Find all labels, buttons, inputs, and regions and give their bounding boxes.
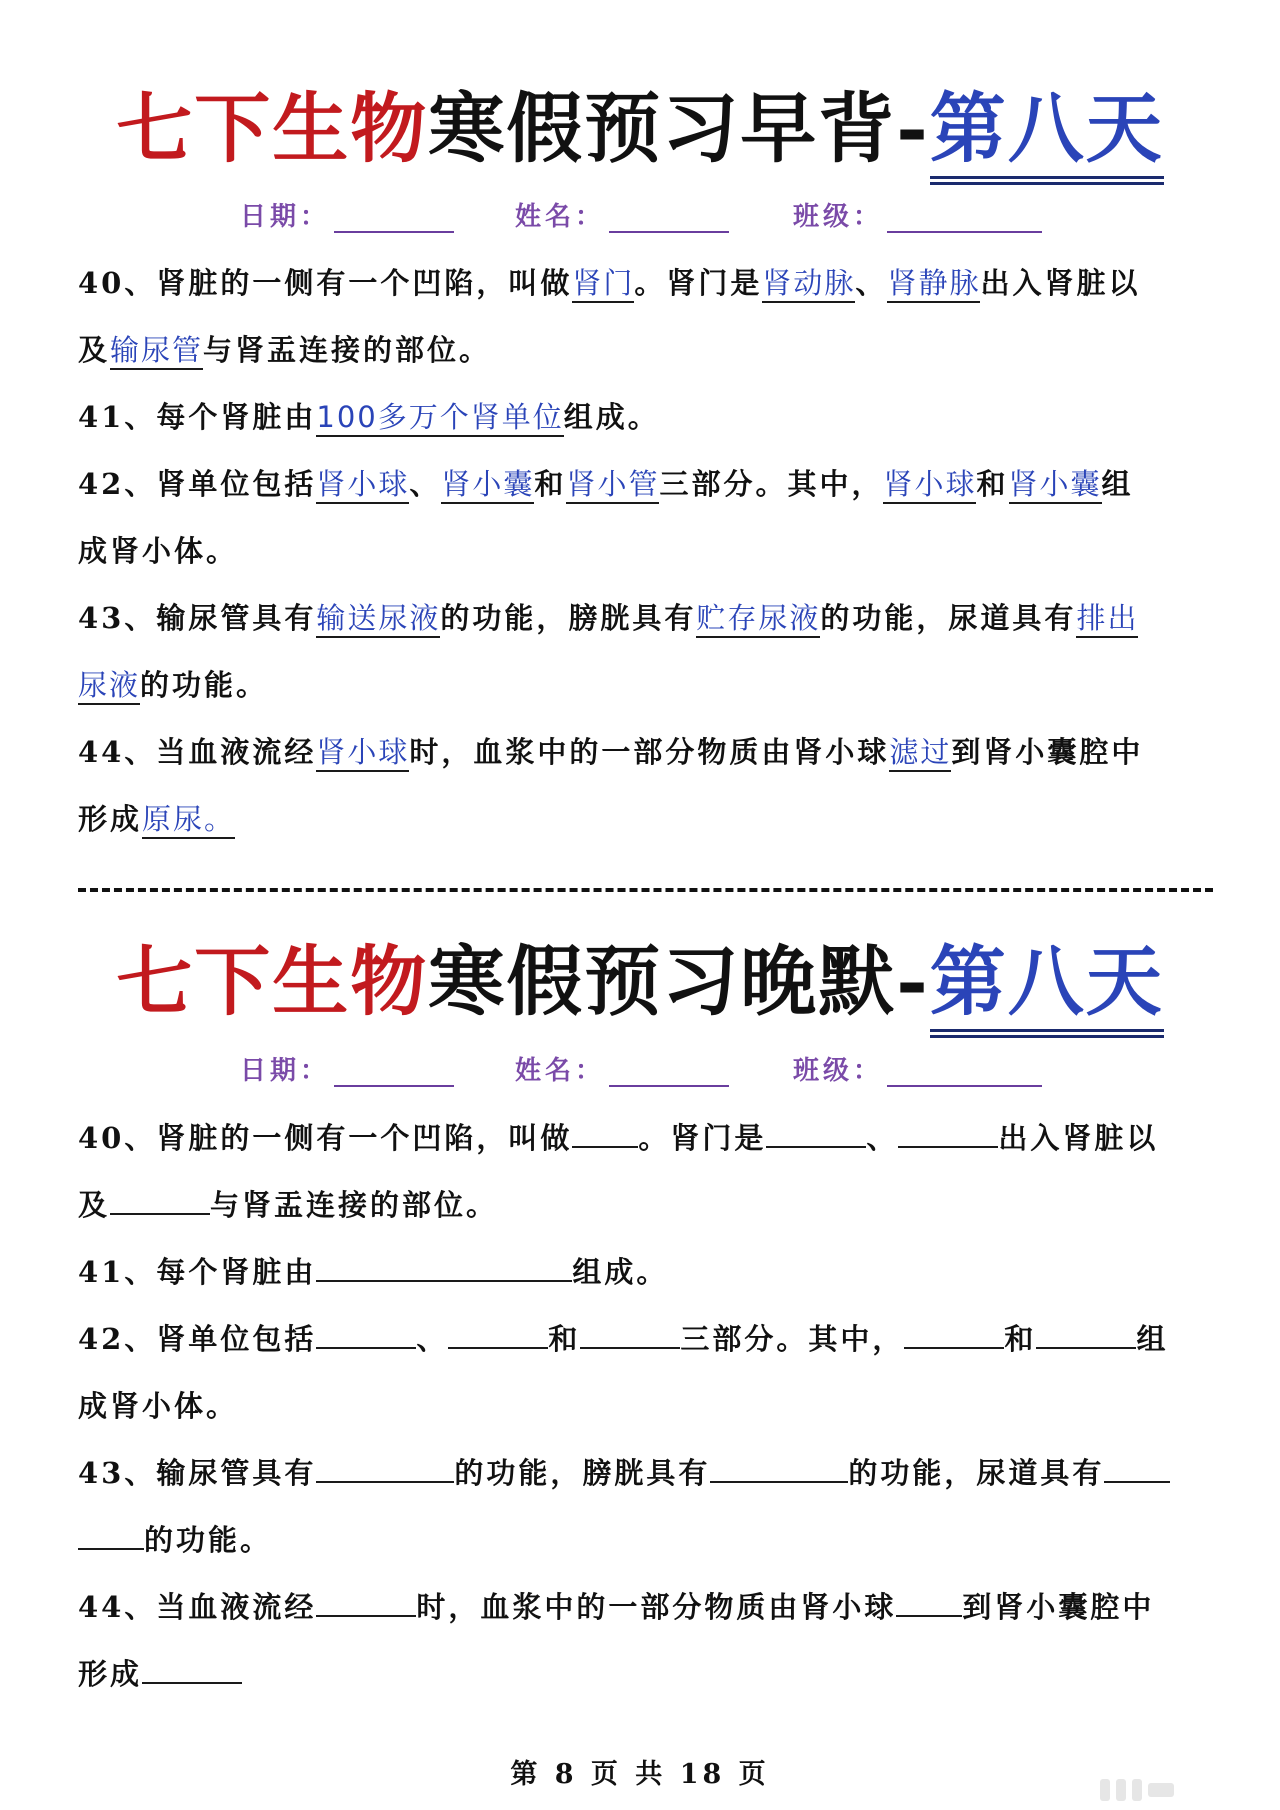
question-text: 时，血浆中的一部分物质由肾小球 — [409, 735, 890, 769]
question-44-line-2 — [78, 1641, 1218, 1708]
question-text: 到肾小囊腔中 — [962, 1590, 1155, 1624]
answer-blank[interactable] — [766, 1118, 866, 1148]
question-42-line-1 — [78, 451, 1218, 518]
question-text: 、每个肾脏由 — [124, 1255, 317, 1289]
answer: 肾小球 — [316, 467, 409, 504]
answer: 滤过 — [889, 735, 951, 772]
question-text: 组成。 — [572, 1255, 669, 1289]
answer-blank[interactable] — [898, 1118, 998, 1148]
question-text: 及 — [78, 1188, 111, 1222]
answer-blank[interactable] — [710, 1453, 848, 1483]
title-day: 第八天 — [930, 84, 1164, 179]
question-text: 出入肾脏以 — [980, 266, 1141, 300]
answer-blank[interactable] — [448, 1319, 548, 1349]
page-title — [0, 937, 1280, 1032]
question-text: 的功能，尿道具有 — [820, 601, 1077, 635]
question-44-line-2 — [78, 786, 1218, 853]
question-text: 及 — [78, 333, 111, 367]
info-row — [0, 1050, 1280, 1090]
answer-blank[interactable] — [142, 1654, 242, 1684]
question-number: 40 — [78, 266, 125, 300]
bar-icon — [1148, 1783, 1174, 1797]
question-text: 和 — [534, 467, 567, 501]
answer: 输尿管 — [110, 333, 203, 370]
question-number: 43 — [78, 1456, 125, 1490]
question-text: 成肾小体。 — [78, 1389, 239, 1423]
answer-blank[interactable] — [316, 1453, 454, 1483]
answer: 肾小球 — [316, 735, 409, 772]
question-text: 组 — [1101, 467, 1134, 501]
question-42-line-1 — [78, 1306, 1218, 1373]
class-label: 班级： — [793, 1056, 884, 1086]
class-line[interactable] — [887, 1055, 1042, 1087]
question-43-line-2 — [78, 652, 1218, 719]
answer: 肾小球 — [883, 467, 976, 504]
answer-blank[interactable] — [316, 1319, 416, 1349]
date-line[interactable] — [334, 201, 454, 233]
question-text: 、 — [416, 1322, 449, 1356]
title-main: 寒假预习晚默- — [428, 937, 930, 1026]
answer: 贮存尿液 — [696, 601, 820, 638]
question-text: 、当血液流经 — [124, 735, 317, 769]
title-day: 第八天 — [930, 937, 1164, 1032]
answer: 肾小囊 — [1009, 467, 1102, 504]
answer-blank[interactable] — [110, 1185, 210, 1215]
question-42-line-2 — [78, 1373, 1218, 1440]
answer: 肾动脉 — [762, 266, 855, 303]
question-41 — [78, 384, 1218, 451]
question-text: 、肾单位包括 — [124, 1322, 317, 1356]
question-text: 。肾门是 — [638, 1121, 767, 1155]
question-text: 的功能。 — [144, 1523, 273, 1557]
answer-blank[interactable] — [78, 1520, 144, 1550]
title-subject: 七下生物 — [116, 937, 429, 1026]
title-main: 寒假预习早背- — [428, 84, 930, 173]
question-text: 、 — [866, 1121, 899, 1155]
answer-blank[interactable] — [580, 1319, 680, 1349]
answer-blank[interactable] — [1036, 1319, 1136, 1349]
question-text: 组成。 — [563, 400, 660, 434]
question-number: 41 — [78, 1255, 125, 1289]
question-43-line-2 — [78, 1507, 1218, 1574]
question-40-line-2 — [78, 1172, 1218, 1239]
question-44-line-1 — [78, 719, 1218, 786]
question-text: 与肾盂连接的部位。 — [203, 333, 492, 367]
class-line[interactable] — [887, 201, 1042, 233]
question-text: 、 — [409, 467, 442, 501]
question-41 — [78, 1239, 1218, 1306]
name-line[interactable] — [609, 201, 729, 233]
question-text: 与肾盂连接的部位。 — [210, 1188, 499, 1222]
answer: 尿液 — [78, 668, 140, 705]
question-text: 、肾脏的一侧有一个凹陷，叫做 — [124, 1121, 573, 1155]
question-text: 和 — [548, 1322, 581, 1356]
question-number: 43 — [78, 601, 125, 635]
answer-blank[interactable] — [316, 1252, 572, 1282]
question-text: 、肾脏的一侧有一个凹陷，叫做 — [124, 266, 573, 300]
date-label: 日期： — [240, 202, 331, 232]
question-number: 40 — [78, 1121, 125, 1155]
question-number: 42 — [78, 467, 125, 501]
question-text: 。肾门是 — [634, 266, 763, 300]
answer: 肾门 — [572, 266, 634, 303]
question-text: 的功能，膀胱具有 — [454, 1456, 711, 1490]
answer-blank[interactable] — [896, 1587, 962, 1617]
name-line[interactable] — [609, 1055, 729, 1087]
question-text: 、输尿管具有 — [124, 601, 317, 635]
question-text: 、 — [855, 266, 888, 300]
class-field[interactable] — [793, 196, 1042, 233]
question-text: 的功能，尿道具有 — [848, 1456, 1105, 1490]
answer-blank[interactable] — [316, 1587, 416, 1617]
question-text: 三部分。其中， — [680, 1322, 905, 1356]
question-text: 、输尿管具有 — [124, 1456, 317, 1490]
date-line[interactable] — [334, 1055, 454, 1087]
view-toggle-icon[interactable] — [1100, 1778, 1260, 1802]
answer-blank[interactable] — [904, 1319, 1004, 1349]
name-label: 姓名： — [515, 202, 606, 232]
question-42-line-2 — [78, 518, 1218, 585]
question-text: 时，血浆中的一部分物质由肾小球 — [416, 1590, 897, 1624]
question-text: 和 — [1004, 1322, 1037, 1356]
question-text: 出入肾脏以 — [998, 1121, 1159, 1155]
answer-blank[interactable] — [572, 1118, 638, 1148]
date-field[interactable] — [240, 196, 454, 233]
date-field[interactable] — [240, 1050, 454, 1087]
page-number: 第 8 页 共 18 页 — [510, 1759, 770, 1790]
question-text: 和 — [976, 467, 1009, 501]
question-text: 成肾小体。 — [78, 534, 239, 568]
answer: 肾静脉 — [887, 266, 980, 303]
bar-icon — [1116, 1779, 1126, 1801]
question-text: 、每个肾脏由 — [124, 400, 317, 434]
question-number: 42 — [78, 1322, 125, 1356]
name-field[interactable] — [515, 1050, 729, 1087]
answer: 肾小管 — [566, 467, 659, 504]
answer: 排出 — [1076, 601, 1138, 638]
question-44-line-1 — [78, 1574, 1218, 1641]
question-number: 41 — [78, 400, 125, 434]
answer-blank[interactable] — [1104, 1453, 1170, 1483]
answer: 100多万个肾单位 — [316, 400, 563, 437]
question-text: 形成 — [78, 802, 143, 836]
dashed-divider — [78, 888, 1213, 892]
question-text: 形成 — [78, 1657, 143, 1691]
info-row — [0, 196, 1280, 236]
question-40-line-2 — [78, 317, 1218, 384]
question-40-line-1 — [78, 250, 1218, 317]
question-text: 到肾小囊腔中 — [951, 735, 1144, 769]
question-text: 、当血液流经 — [124, 1590, 317, 1624]
question-43-line-1 — [78, 585, 1218, 652]
class-field[interactable] — [793, 1050, 1042, 1087]
name-label: 姓名： — [515, 1056, 606, 1086]
question-40-line-1 — [78, 1105, 1218, 1172]
page-title — [0, 84, 1280, 179]
class-label: 班级： — [793, 202, 884, 232]
question-43-line-1 — [78, 1440, 1218, 1507]
question-text: 的功能。 — [140, 668, 269, 702]
answer: 肾小囊 — [441, 467, 534, 504]
question-text: 、肾单位包括 — [124, 467, 317, 501]
question-number: 44 — [78, 735, 125, 769]
question-number: 44 — [78, 1590, 125, 1624]
question-text: 组 — [1136, 1322, 1169, 1356]
date-label: 日期： — [240, 1056, 331, 1086]
name-field[interactable] — [515, 196, 729, 233]
answer: 原尿。 — [142, 802, 235, 839]
question-text: 的功能，膀胱具有 — [440, 601, 697, 635]
bar-icon — [1132, 1779, 1142, 1801]
bar-icon — [1100, 1779, 1110, 1801]
question-text: 三部分。其中， — [659, 467, 884, 501]
title-subject: 七下生物 — [116, 84, 429, 173]
answer: 输送尿液 — [316, 601, 440, 638]
